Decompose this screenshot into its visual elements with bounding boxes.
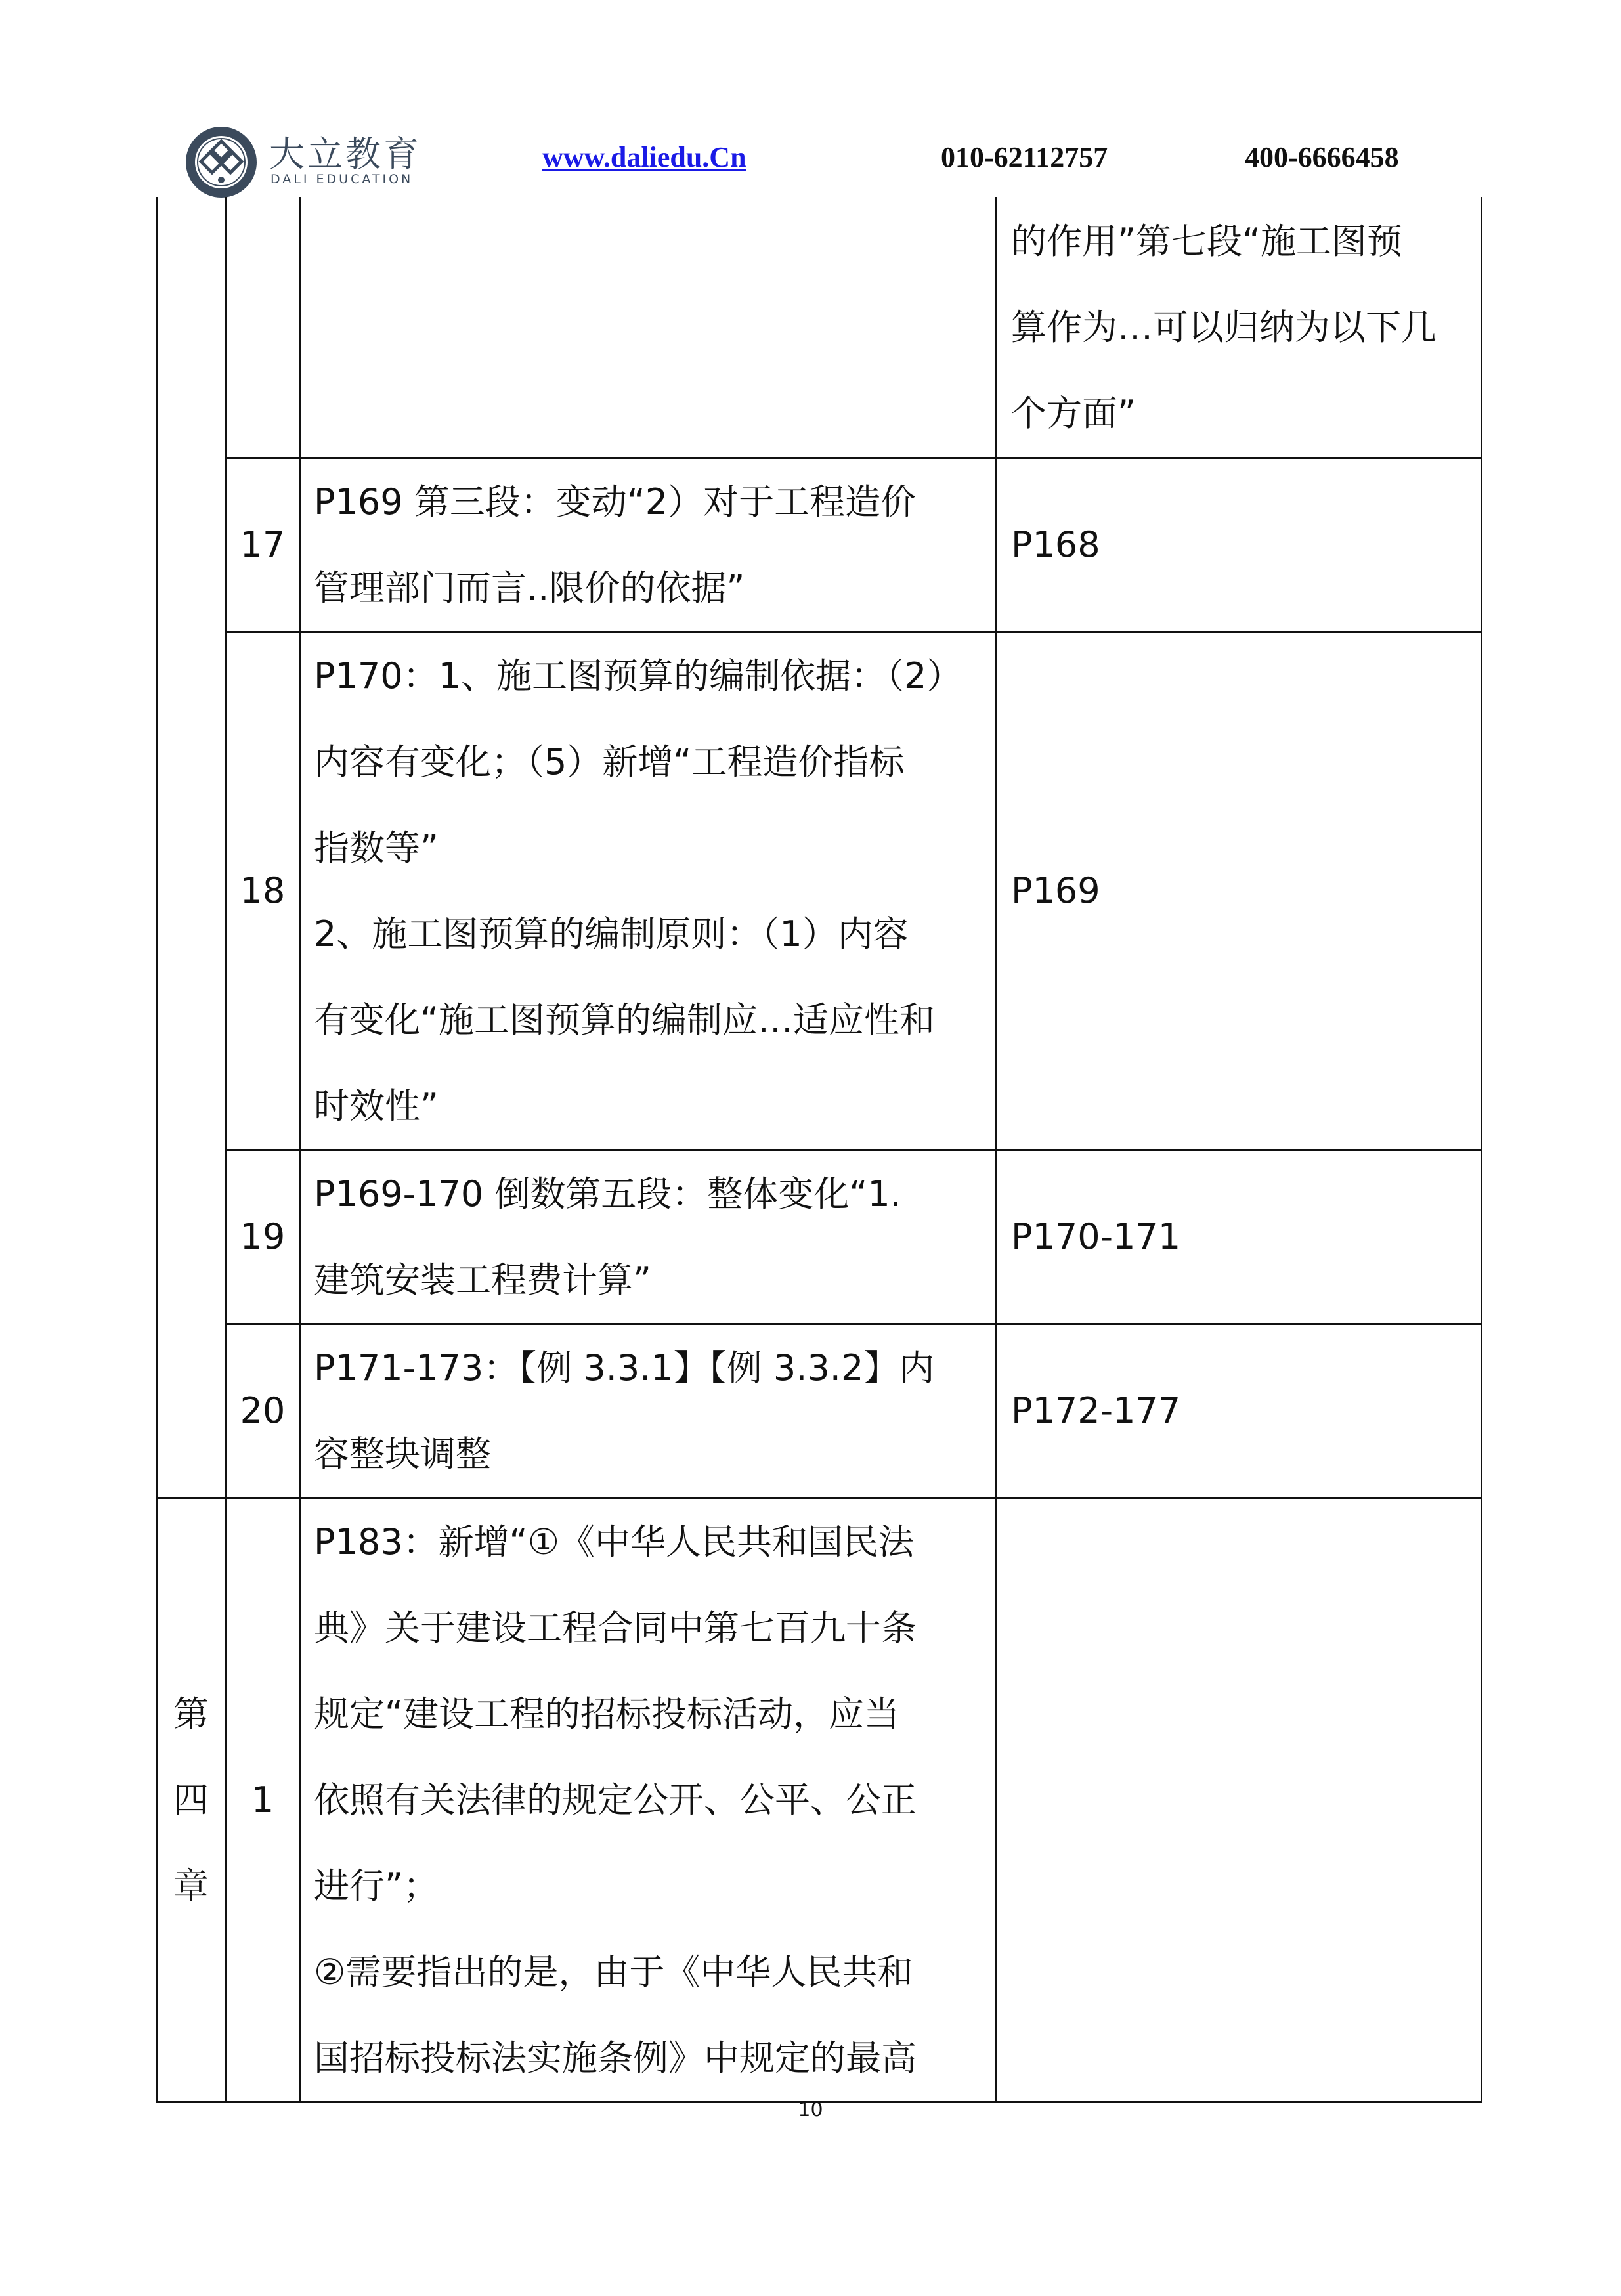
page-reference-line: 的作用”第七段“施工图预	[1011, 221, 1402, 262]
change-content-cell	[300, 197, 996, 458]
row-number-cell: 18	[226, 632, 300, 1150]
page-reference-line: 算作为…可以归纳为以下几	[1011, 307, 1437, 348]
chapter-char: 四	[173, 1779, 209, 1821]
page-reference-cell	[996, 1324, 1482, 1498]
table-row	[157, 197, 1482, 458]
row-number-cell: 17	[226, 458, 300, 632]
chapter-cell	[157, 1498, 226, 2102]
table-row	[157, 458, 1482, 632]
content-line: P170：1、施工图预算的编制依据：（2）	[314, 655, 962, 697]
content-line: 依照有关法律的规定公开、公平、公正	[314, 1779, 917, 1821]
row-number-cell: 1	[226, 1498, 300, 2102]
content-line: P169 第三段：变动“2）对于工程造价	[314, 481, 917, 523]
content-line: 容整块调整	[314, 1433, 491, 1475]
brand-name: 大立教育	[269, 133, 421, 175]
phone-number-2: 400-6666458	[1245, 141, 1399, 173]
page-reference-line: 个方面”	[1011, 393, 1136, 434]
change-content-cell	[300, 1150, 996, 1324]
change-content-cell	[300, 1498, 996, 2102]
page-reference-cell	[996, 632, 1482, 1150]
page-number: 10	[798, 2098, 823, 2121]
content-line: 有变化“施工图预算的编制应…适应性和	[314, 999, 935, 1041]
content-line: 内容有变化；（5）新增“工程造价指标	[314, 741, 905, 783]
chapter-cell	[157, 197, 226, 1498]
content-line: P183：新增“①《中华人民共和国民法	[314, 1521, 915, 1563]
content-line: 国招标投标法实施条例》中规定的最高	[314, 2037, 917, 2079]
content-line: ②需要指出的是，由于《中华人民共和	[314, 1951, 913, 1993]
row-number-cell: 19	[226, 1150, 300, 1324]
page-reference-line: P170-171	[1011, 1216, 1181, 1257]
content-line: 典》关于建设工程合同中第七百九十条	[314, 1607, 917, 1649]
row-number-cell: 20	[226, 1324, 300, 1498]
table-row	[157, 1150, 1482, 1324]
content-line: 管理部门而言..限价的依据”	[314, 567, 745, 609]
row-number-cell	[226, 197, 300, 458]
page-reference-line: P168	[1011, 524, 1100, 565]
page-reference-cell	[996, 197, 1482, 458]
content-line: 2、施工图预算的编制原则：（1）内容	[314, 913, 909, 955]
dali-logo-seal-icon	[184, 125, 259, 200]
page-reference-cell	[996, 1498, 1482, 2102]
content-line: P169-170 倒数第五段：整体变化“1.	[314, 1173, 901, 1215]
table-row	[157, 1324, 1482, 1498]
content-line: 进行”；	[314, 1865, 439, 1907]
chapter-char: 第	[173, 1693, 209, 1735]
content-line: 规定“建设工程的招标投标活动，应当	[314, 1693, 899, 1735]
page-reference-cell	[996, 1150, 1482, 1324]
brand-subtitle: DALI EDUCATION	[270, 172, 414, 186]
content-line: 时效性”	[314, 1085, 439, 1127]
website-link[interactable]: www.daliedu.Cn	[542, 141, 746, 173]
chapter-char: 章	[173, 1865, 209, 1907]
changes-table	[156, 197, 1482, 2103]
change-content-cell	[300, 458, 996, 632]
page-reference-line: P169	[1011, 870, 1100, 911]
phone-number-1: 010-62112757	[941, 141, 1108, 173]
table-row	[157, 1498, 1482, 2102]
change-content-cell	[300, 632, 996, 1150]
content-line: 建筑安装工程费计算”	[314, 1259, 651, 1301]
content-line: P171-173：【例 3.3.1】【例 3.3.2】内	[314, 1347, 935, 1389]
content-line: 指数等”	[314, 827, 439, 869]
page-reference-cell	[996, 458, 1482, 632]
table-row	[157, 632, 1482, 1150]
page-reference-line: P172-177	[1011, 1390, 1181, 1431]
change-content-cell	[300, 1324, 996, 1498]
page-header	[0, 0, 1621, 197]
